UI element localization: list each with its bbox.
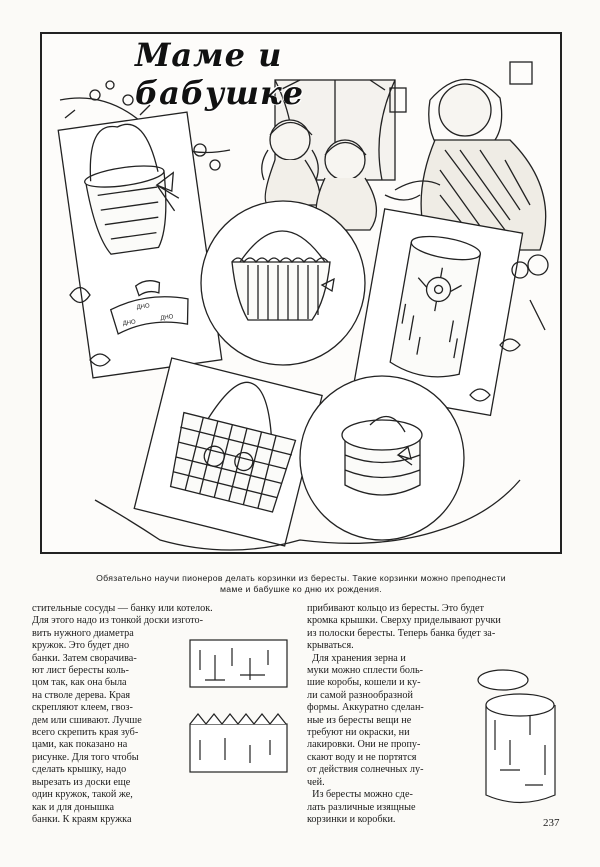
wall-frame <box>510 62 532 84</box>
pattern-label-2: ДНО <box>122 319 137 328</box>
text-line: муки можно сплести боль- <box>307 665 423 677</box>
text-line: сделать крышку, надо <box>32 764 127 776</box>
text-line: вить нужного диаметра <box>32 627 134 639</box>
right-column-text <box>307 603 567 826</box>
caption-line: маме и бабушке ко дню их рождения. <box>220 584 382 594</box>
text-line: рисунке. Для того чтобы <box>32 751 139 763</box>
card-small-basket <box>201 201 365 365</box>
text-line: шие коробы, кошели и ку- <box>307 677 421 689</box>
text-line: на стволе дерева. Края <box>32 689 131 701</box>
text-line: цом так, как она была <box>32 677 127 689</box>
text-line: всего скрепить края зуб- <box>32 727 139 739</box>
text-line: формы. Аккуратно сделан- <box>307 702 424 714</box>
text-line: скают воду и не портятся <box>307 751 417 763</box>
text-line: требуют ни окраски, ни <box>307 727 410 739</box>
text-line: лакировки. Они не пропу- <box>307 739 421 751</box>
text-line: лать различные изящные <box>307 801 416 813</box>
caption-line: Обязательно научи пионеров делать корзинки из бересты. Такие корзинки можно преподнести <box>96 573 506 583</box>
text-line: Из бересты можно сде- <box>307 789 413 801</box>
text-line: Для этого надо из тонкой доски изгото- <box>32 615 203 627</box>
text-line: корзинки и коробки. <box>307 813 396 825</box>
text-line: от действия солнечных лу- <box>307 764 424 776</box>
text-line: ные из бересты вещи не <box>307 714 412 726</box>
text-line: крываться. <box>307 640 354 652</box>
text-line: банки. Затем сворачива- <box>32 652 137 664</box>
text-line: дем или сшивают. Лучше <box>32 714 142 726</box>
card-round-box <box>300 376 464 540</box>
text-line: из полоски бересты. Теперь банка будет за- <box>307 627 496 639</box>
page-title: Маме и бабушке <box>135 36 304 112</box>
text-line: ют лист бересты коль- <box>32 665 129 677</box>
text-line: как и для донышка <box>32 801 115 813</box>
text-line: цами, как показано на <box>32 739 128 751</box>
text-line: скрепляют клеем, гвоз- <box>32 702 133 714</box>
text-line: вырезать из доски еще <box>32 776 131 788</box>
text-line: ли самой разнообразной <box>307 689 413 701</box>
page-number: 237 <box>543 817 560 829</box>
card-handbag <box>134 358 322 546</box>
text-line: чей. <box>307 776 325 788</box>
text-line: банки. К краям кружка <box>32 813 132 825</box>
pattern-label-3: ДНО <box>160 314 174 322</box>
text-line: кружок. Это будет дно <box>32 640 130 652</box>
figure-caption <box>40 573 562 595</box>
text-line: Для хранения зерна и <box>307 652 406 664</box>
text-line: один кружок, такой же, <box>32 789 133 801</box>
pattern-label-1: ДНО <box>136 303 151 312</box>
left-column-text <box>32 603 294 826</box>
text-line: прибивают кольцо из бересты. Это будет <box>307 603 484 614</box>
text-line: кромка крышки. Сверху приделывают ручки <box>307 615 501 627</box>
text-line: стительные сосуды — банку или котелок. <box>32 603 213 614</box>
